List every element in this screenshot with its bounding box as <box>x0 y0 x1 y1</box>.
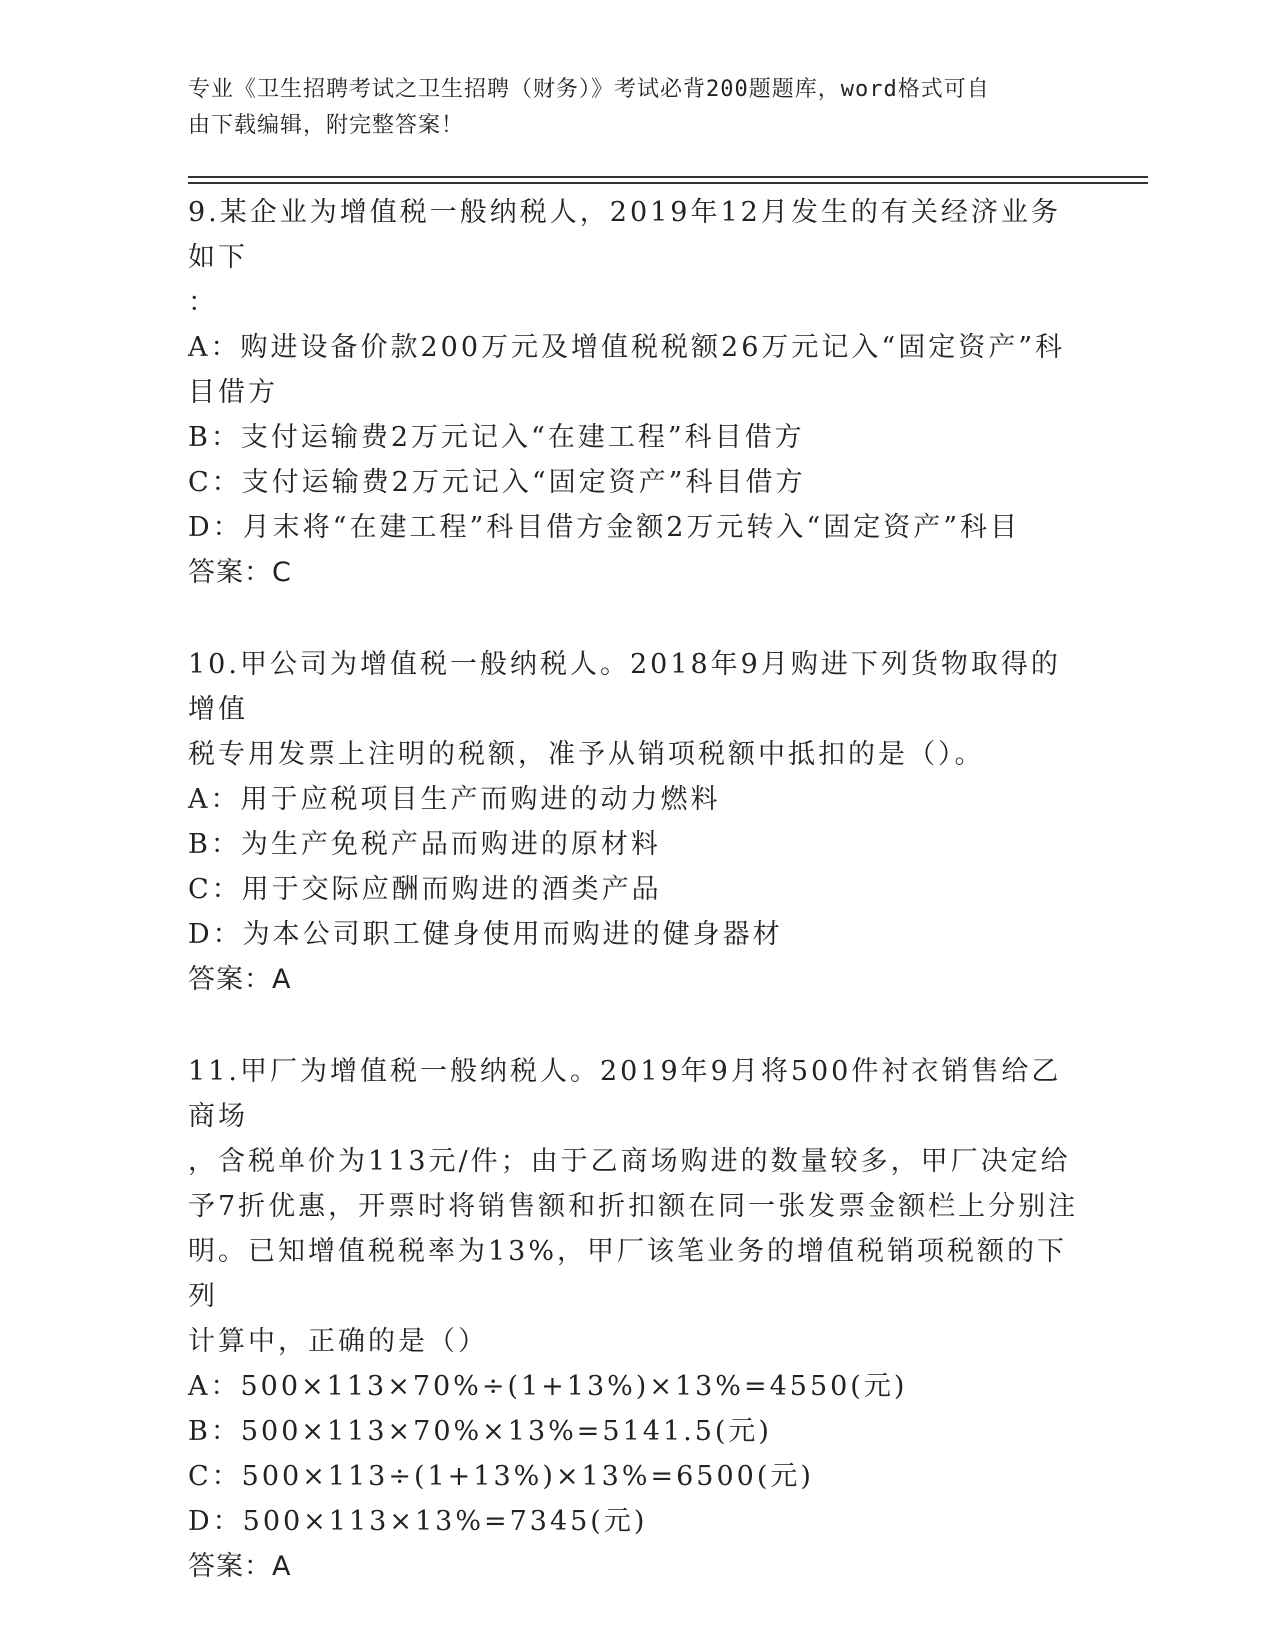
question-stem: 税专用发票上注明的税额，准予从销项税额中抵扣的是（）。 <box>188 739 985 770</box>
answer: 答案：A <box>188 964 292 995</box>
question-stem: 明。已知增值税税率为13%，甲厂该笔业务的增值税销项税额的下列 <box>188 1236 1068 1312</box>
spacer <box>188 1002 1088 1049</box>
option-b: B：500×113×70%×13%=5141.5(元) <box>188 1416 772 1447</box>
header-line-2: 由下载编辑，附完整答案！ <box>188 113 465 138</box>
option-a: 目借方 <box>188 377 278 408</box>
option-b: B：为生产免税产品而购进的原材料 <box>188 829 661 860</box>
option-a: A：购进设备价款200万元及增值税税额26万元记入“固定资产”科 <box>188 332 1065 363</box>
question-stem: 11.甲厂为增值税一般纳税人。2019年9月将500件衬衣销售给乙商场 <box>188 1056 1062 1132</box>
question-10 <box>188 642 1088 1002</box>
question-stem: 10.甲公司为增值税一般纳税人。2018年9月购进下列货物取得的增值 <box>188 649 1061 725</box>
option-d: D：月末将“在建工程”科目借方金额2万元转入“固定资产”科目 <box>188 512 1021 543</box>
question-stem: ： <box>188 287 218 318</box>
answer: 答案：C <box>188 557 292 588</box>
question-list <box>188 190 1088 1589</box>
header-line-1: 专业《卫生招聘考试之卫生招聘（财务）》考试必背200题题库，word格式可自 <box>188 77 990 102</box>
option-d: D：500×113×13%=7345(元) <box>188 1506 648 1537</box>
question-9 <box>188 190 1088 595</box>
option-a: A：用于应税项目生产而购进的动力燃料 <box>188 784 721 815</box>
header-divider-top <box>188 176 1148 178</box>
question-stem: 计算中，正确的是（） <box>188 1326 488 1357</box>
option-d: D：为本公司职工健身使用而购进的健身器材 <box>188 919 783 950</box>
document-header <box>188 72 1068 144</box>
option-b: B：支付运输费2万元记入“在建工程”科目借方 <box>188 422 805 453</box>
question-stem: 9.某企业为增值税一般纳税人，2019年12月发生的有关经济业务如下 <box>188 197 1061 273</box>
question-stem: ，含税单价为113元/件；由于乙商场购进的数量较多，甲厂决定给 <box>188 1146 1071 1177</box>
answer: 答案：A <box>188 1551 292 1582</box>
option-a: A：500×113×70%÷(1+13%)×13%=4550(元) <box>188 1371 908 1402</box>
option-c: C：用于交际应酬而购进的酒类产品 <box>188 874 662 905</box>
header-divider-bottom <box>188 182 1148 184</box>
spacer <box>188 595 1088 642</box>
question-11 <box>188 1049 1088 1589</box>
option-c: C：500×113÷(1+13%)×13%=6500(元) <box>188 1461 814 1492</box>
option-c: C：支付运输费2万元记入“固定资产”科目借方 <box>188 467 806 498</box>
question-stem: 予7折优惠，开票时将销售额和折扣额在同一张发票金额栏上分别注 <box>188 1191 1079 1222</box>
